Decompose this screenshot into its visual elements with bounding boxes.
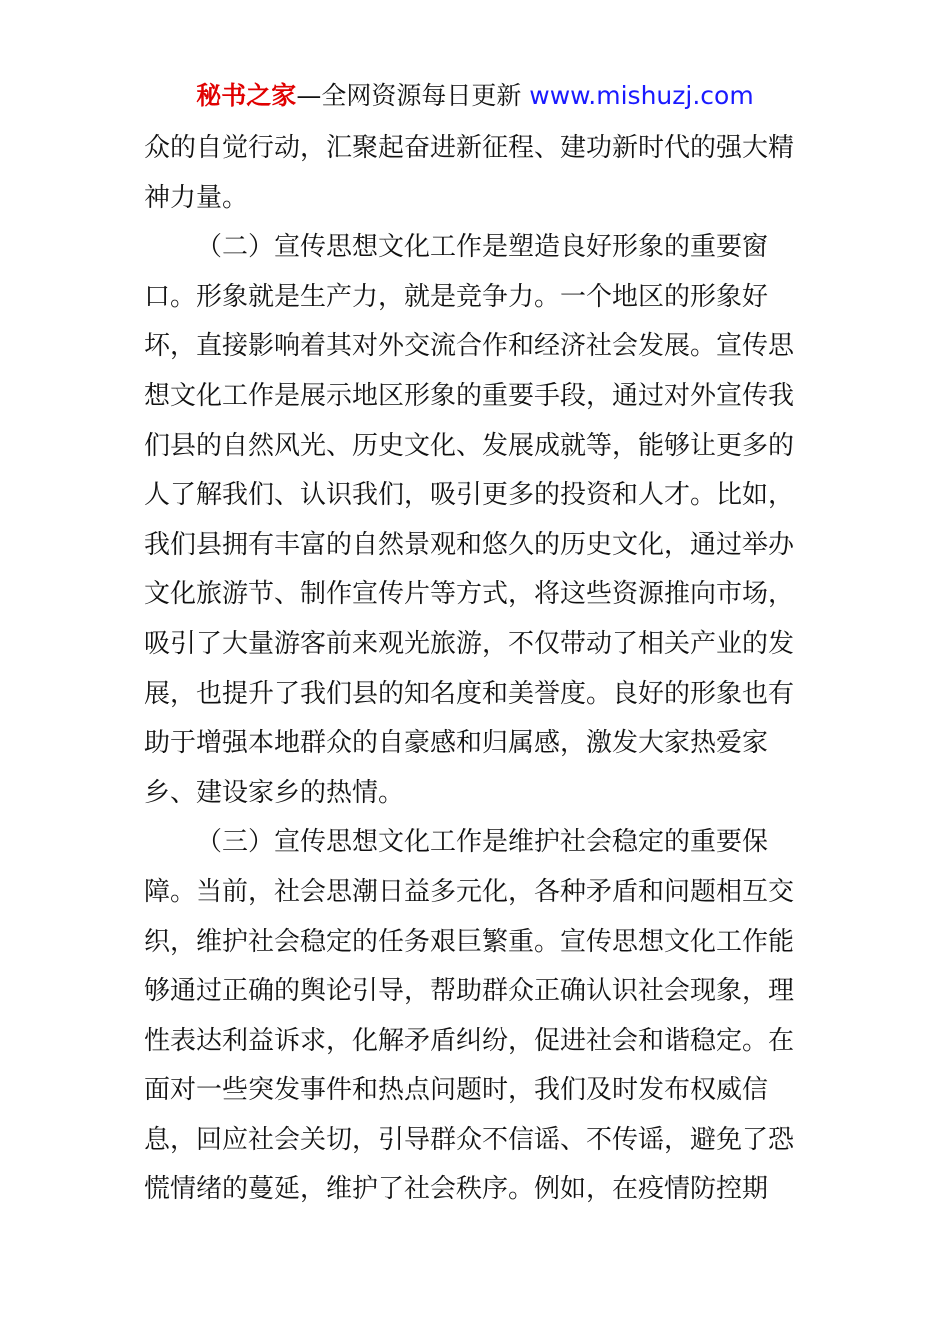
page-header [0, 80, 950, 112]
text-line: 性表达利益诉求，化解矛盾纠纷，促进社会和谐稳定。在 [144, 1025, 795, 1056]
site-tagline: —全网资源每日更新 [296, 81, 530, 110]
text-line: 障。当前，社会思潮日益多元化，各种矛盾和问题相互交 [144, 876, 795, 907]
text-line: 神力量。 [144, 182, 249, 213]
text-line: 想文化工作是展示地区形象的重要手段，通过对外宣传我 [144, 380, 795, 411]
site-brand: 秘书之家 [196, 81, 297, 110]
text-line: 展，也提升了我们县的知名度和美誉度。良好的形象也有 [144, 678, 795, 709]
site-url: www.mishuzj.com [529, 81, 754, 110]
text-line: 人了解我们、认识我们，吸引更多的投资和人才。比如， [144, 480, 795, 511]
text-line: 助于增强本地群众的自豪感和归属感，激发大家热爱家 [144, 728, 769, 759]
text-line: 文化旅游节、制作宣传片等方式，将这些资源推向市场， [144, 579, 795, 610]
text-line: 乡、建设家乡的热情。 [144, 777, 405, 808]
text-line: 够通过正确的舆论引导，帮助群众正确认识社会现象，理 [144, 976, 795, 1007]
text-line: 慌情绪的蔓延，维护了社会秩序。例如，在疫情防控期 [144, 1174, 769, 1205]
text-line: 息，回应社会关切，引导群众不信谣、不传谣，避免了恐 [144, 1124, 795, 1155]
text-line: 织，维护社会稳定的任务艰巨繁重。宣传思想文化工作能 [144, 926, 795, 957]
document-body [144, 124, 824, 1215]
text-line: （三）宣传思想文化工作是维护社会稳定的重要保 [196, 827, 769, 858]
text-line: （二）宣传思想文化工作是塑造良好形象的重要窗 [196, 232, 769, 263]
text-line: 面对一些突发事件和热点问题时，我们及时发布权威信 [144, 1075, 769, 1106]
text-line: 们县的自然风光、历史文化、发展成就等，能够让更多的 [144, 430, 795, 461]
text-line: 坏，直接影响着其对外交流合作和经济社会发展。宣传思 [144, 331, 795, 362]
text-line: 众的自觉行动，汇聚起奋进新征程、建功新时代的强大精 [144, 133, 795, 163]
text-line: 吸引了大量游客前来观光旅游，不仅带动了相关产业的发 [144, 628, 795, 659]
text-line: 我们县拥有丰富的自然景观和悠久的历史文化，通过举办 [144, 529, 795, 560]
text-line: 口。形象就是生产力，就是竞争力。一个地区的形象好 [144, 281, 769, 312]
